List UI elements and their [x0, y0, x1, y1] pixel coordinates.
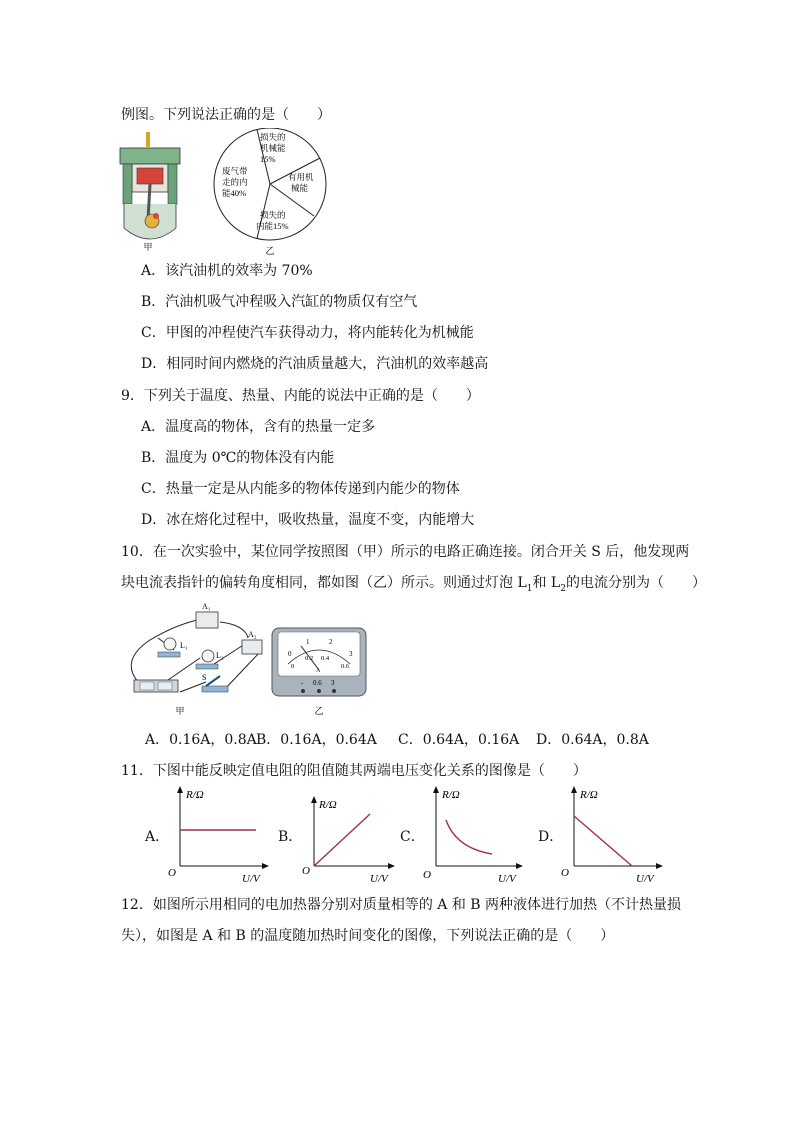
q11-stem: 11．下图中能反映定值电阻的阻值随其两端电压变化关系的图像是（ ）	[121, 763, 587, 779]
graph-d-origin: O	[561, 867, 569, 879]
ammeter-a1	[196, 612, 218, 628]
pie-useful-2: 械能	[291, 183, 309, 193]
fig8-label-yi: 乙	[265, 246, 275, 256]
q10-stem-line1: 10．在一次实验中，某位同学按照图（甲）所示的电路正确连接。闭合开关 S 后，他发现两	[121, 544, 690, 560]
label-l2: L₂	[216, 651, 224, 660]
energy-pie-chart	[214, 128, 326, 240]
q9-option-d[interactable]: D．冰在熔化过程中，吸收热量，温度不变，内能增大	[141, 512, 475, 528]
graph-b-ylabel: R/Ω	[319, 799, 337, 811]
label-s: S	[202, 673, 207, 682]
graph-c-curve	[446, 820, 492, 854]
meter-bottom-06: 0.6	[341, 663, 350, 670]
graph-c-origin: O	[423, 869, 431, 881]
q11-option-b-letter[interactable]: B．	[278, 829, 303, 845]
graph-d-line	[574, 816, 632, 866]
q10-label-jia: 甲	[175, 706, 185, 716]
pie-mech-loss-1: 损失的	[260, 132, 286, 142]
figure-8	[118, 128, 328, 258]
meter-bottom-0: 0	[291, 663, 295, 670]
bulb-l1-icon	[164, 638, 176, 650]
pie-heat-loss-2: 内能15%	[256, 221, 289, 231]
q8-option-c[interactable]: C．甲图的冲程使汽车获得动力，将内能转化为机械能	[141, 325, 474, 341]
q9-stem: 9．下列关于温度、热量、内能的说法中正确的是（ ）	[121, 388, 480, 404]
graph-a-origin: O	[168, 867, 176, 879]
q8-option-b[interactable]: B．汽油机吸气冲程吸入汽缸的物质仅有空气	[141, 294, 418, 310]
graph-b-origin: O	[302, 865, 310, 877]
question-8-stem-tail: 例图。下列说法正确的是（ ）	[121, 107, 331, 123]
q10-option-a[interactable]: A．0.16A，0.8A	[145, 732, 257, 748]
q10-circuit-diagram	[120, 600, 270, 718]
pie-heat-loss-1: 损失的	[260, 210, 286, 220]
q11-graph-a[interactable]	[166, 784, 274, 886]
q10-option-b[interactable]: B．0.16A，0.64A	[256, 732, 377, 748]
graph-b-xlabel: U/V	[370, 873, 388, 885]
q10-label-yi: 乙	[314, 706, 324, 716]
q11-graph-b[interactable]	[300, 794, 400, 886]
graph-d-ylabel: R/Ω	[580, 789, 598, 801]
graph-c-ylabel: R/Ω	[442, 789, 460, 801]
label-l1: L₁	[180, 641, 188, 650]
pie-mech-loss-3: 15%	[260, 154, 276, 164]
meter-top-0: 0	[288, 650, 292, 658]
terminal-3: 3	[331, 679, 335, 687]
q11-graph-c[interactable]	[420, 784, 528, 886]
bulb-l2-icon	[202, 650, 214, 662]
meter-unit: A	[316, 668, 321, 674]
q9-option-a[interactable]: A．温度高的物体，含有的热量一定多	[141, 419, 376, 435]
graph-a-ylabel: R/Ω	[186, 789, 204, 801]
q12-stem-line2: 失），如图是 A 和 B 的温度随加热时间变化的图像，下列说法正确的是（ ）	[121, 928, 615, 944]
fig8-label-jia: 甲	[143, 242, 153, 252]
meter-bottom-02: 0.2	[305, 655, 314, 662]
meter-top-1: 1	[306, 638, 310, 646]
meter-top-3: 3	[349, 650, 353, 658]
pie-exhaust-2: 走的内	[222, 177, 248, 187]
q8-option-a[interactable]: A．该汽油机的效率为 70%	[141, 263, 313, 279]
label-a1: A₁	[202, 602, 211, 611]
terminal-neg: -	[301, 679, 304, 687]
q10-option-c[interactable]: C．0.64A，0.16A	[398, 732, 520, 748]
q9-option-b[interactable]: B．温度为 0℃的物体没有内能	[141, 450, 335, 466]
graph-b-line	[314, 814, 370, 866]
graph-d-xlabel: U/V	[636, 873, 654, 885]
q11-option-a-letter[interactable]: A．	[145, 829, 170, 845]
graph-a-xlabel: U/V	[242, 873, 260, 885]
q11-option-d-letter[interactable]: D．	[538, 829, 564, 845]
q10-option-d[interactable]: D．0.64A，0.8A	[536, 732, 649, 748]
q11-option-c-letter[interactable]: C．	[400, 829, 425, 845]
label-a2: A₂	[248, 630, 257, 639]
q11-graph-d[interactable]	[560, 784, 668, 886]
pie-useful-1: 有用机	[288, 172, 314, 182]
meter-bottom-04: 0.4	[321, 655, 330, 662]
terminal-06: 0.6	[313, 679, 322, 687]
pie-exhaust-3: 能40%	[222, 188, 247, 198]
q10-ammeter-dial	[270, 626, 370, 718]
q12-stem-line1: 12．如图所示用相同的电加热器分别对质量相等的 A 和 B 两种液体进行加热（不计热量损	[121, 897, 682, 913]
pie-exhaust-1: 废气带	[222, 166, 248, 176]
q9-option-c[interactable]: C．热量一定是从内能多的物体传递到内能少的物体	[141, 481, 460, 497]
q10-stem-line2: 块电流表指针的偏转角度相同，都如图（乙）所示。则通过灯泡 $L_1$和 $L_2$的电流分别为（ ）	[121, 575, 706, 594]
gasoline-engine-illustration	[120, 132, 180, 239]
q8-option-d[interactable]: D．相同时间内燃烧的汽油质量越大，汽油机的效率越高	[141, 356, 489, 372]
switch-icon	[202, 686, 228, 692]
meter-top-2: 2	[329, 638, 333, 646]
ammeter-a2	[242, 640, 262, 654]
graph-c-xlabel: U/V	[498, 873, 516, 885]
pie-mech-loss-2: 机械能	[260, 143, 286, 153]
